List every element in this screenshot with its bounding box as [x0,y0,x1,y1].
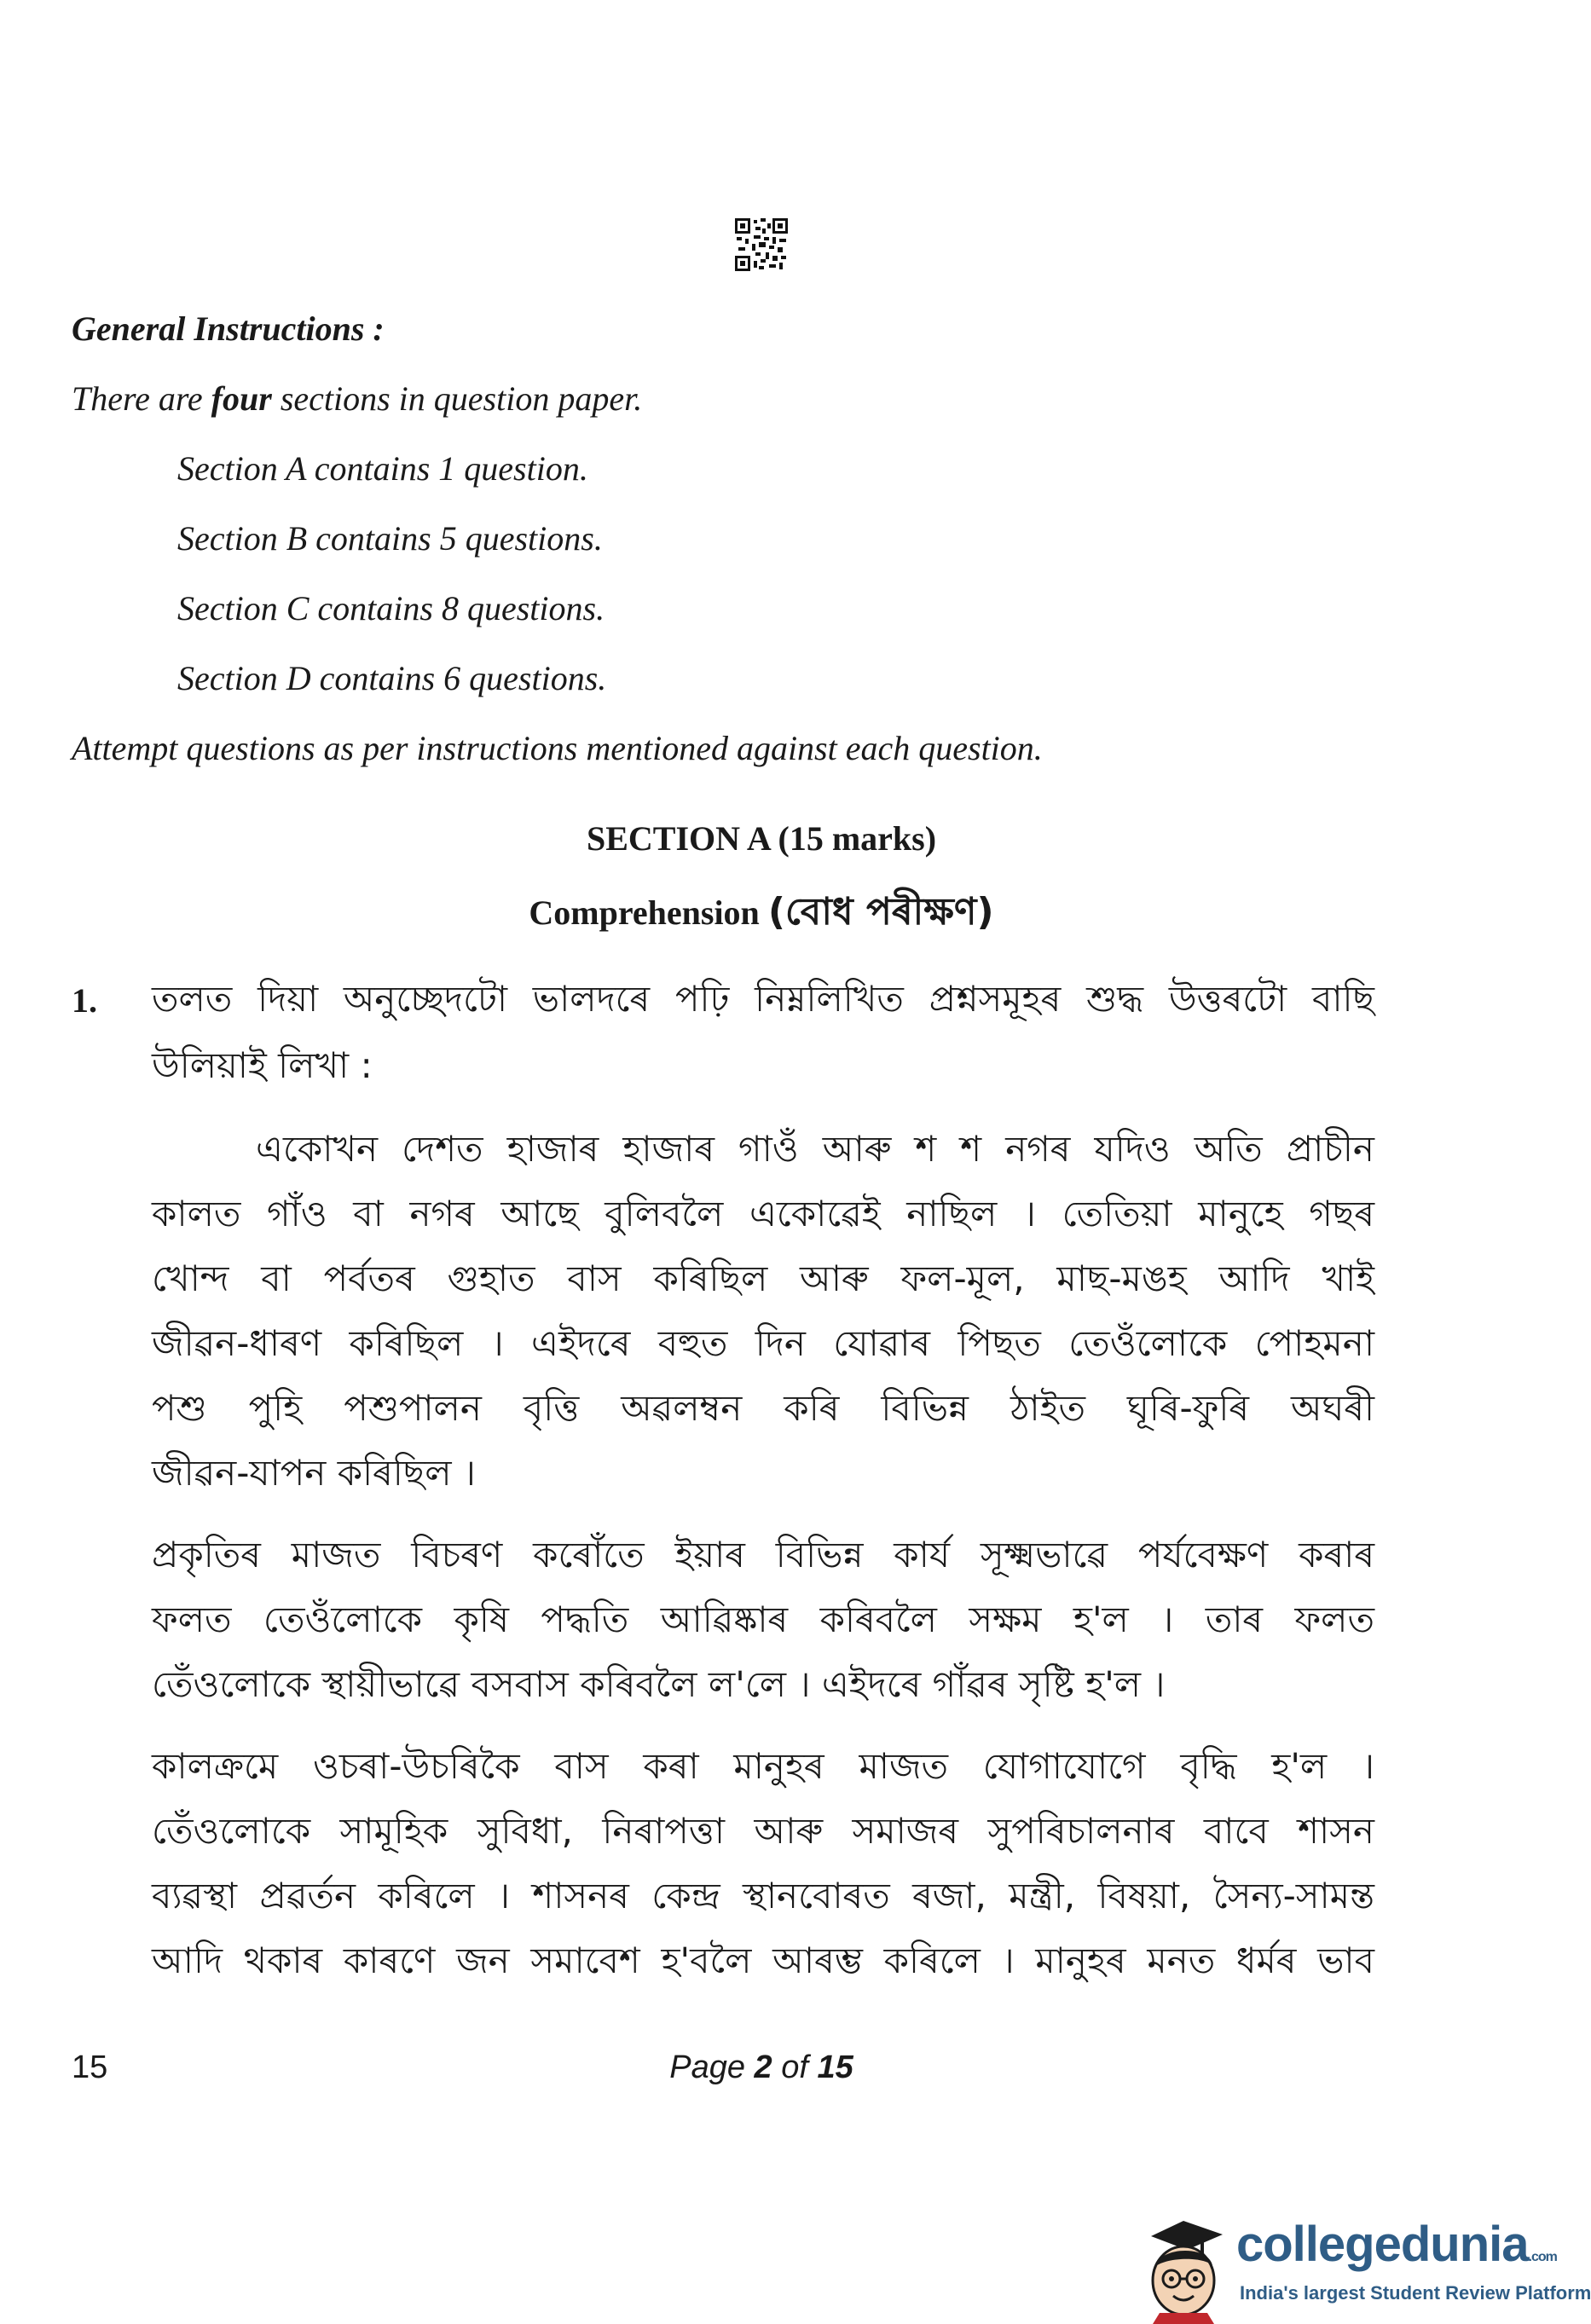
comprehension-heading [0,883,1523,945]
passage-line: ফলত তেওঁলোকে কৃষি পদ্ধতি আৱিষ্কাৰ কৰিবলৈ সক্ষম হ'ল । তাৰ ফলত [152,1598,1374,1640]
passage-line: আদি থকাৰ কাৰণে জন সমাবেশ হ'বলৈ আৰম্ভ কৰিলে । মানুহৰ মনত ধৰ্মৰ ভাব [152,1940,1374,1981]
question-prompt-line: তলত দিয়া অনুচ্ছেদটো ভালদৰে পঢ়ি নিম্নলিখিত প্ৰশ্নসমূহৰ শুদ্ধ উত্তৰটো বাছি [152,978,1374,1020]
logo-brand [1236,2216,1557,2273]
page-total: 15 [817,2049,853,2085]
passage-line: একোখন দেশত হাজাৰ হাজাৰ গাওঁ আৰু শ শ নগৰ যদিও অতি প্ৰাচীন [256,1128,1374,1170]
page-current: 2 [754,2049,772,2085]
page-indicator [0,2049,1523,2086]
passage-line: তেঁওলোকে স্থায়ীভাৱে বসবাস কৰিবলৈ ল'লে । এইদৰে গাঁৱৰ সৃষ্টি হ'ল । [152,1663,1166,1705]
instructions-intro-post: sections in question paper. [271,379,643,418]
question-number: 1. [72,981,97,1020]
instructions-intro-bold: four [211,379,272,418]
logo-suffix: .com [1528,2250,1557,2264]
section-d-instruction: Section D contains 6 questions. [177,659,607,697]
instructions-intro [72,379,642,419]
logo-tagline: India's largest Student Review Platform [1240,2282,1591,2304]
page-prefix: Page [669,2049,755,2085]
section-b-instruction: Section B contains 5 questions. [177,519,603,558]
section-a-instruction: Section A contains 1 question. [177,449,588,488]
passage-line: তেঁওলোকে সামূহিক সুবিধা, নিৰাপত্তা আৰু সমাজৰ সুপৰিচালনাৰ বাবে শাসন [152,1810,1374,1852]
section-c-instruction: Section C contains 8 questions. [177,589,605,627]
collegedunia-logo[interactable] [1134,2204,1591,2324]
question-prompt-line: উলিয়াই লিখা : [152,1044,373,1086]
section-a-heading: SECTION A (15 marks) [586,819,937,858]
paper-code: 15 [72,2049,108,2085]
page-mid: of [772,2049,818,2085]
qr-code-icon [735,218,788,271]
logo-brand-text: collegedunia [1236,2217,1529,2272]
comprehension-heading-as: (বোধ পৰীক্ষণ) [767,890,994,934]
instructions-intro-pre: There are [72,379,211,418]
mascot-icon [1134,2204,1236,2324]
passage-line: কালত গাঁও বা নগৰ আছে বুলিবলৈ একোৱেই নাছিল । তেতিয়া মানুহে গছৰ [152,1193,1374,1234]
passage-line: পশু পুহি পশুপালন বৃত্তি অৱলম্বন কৰি বিভিন্ন ঠাইত ঘূৰি-ফুৰি অঘৰী [152,1387,1374,1429]
passage-line: জীৱন-যাপন কৰিছিল । [152,1452,476,1494]
passage-line: জীৱন-ধাৰণ কৰিছিল । এইদৰে বহুত দিন যোৱাৰ পিছত তেওঁলোকে পোহমনা [152,1322,1374,1364]
passage-line: কালক্ৰমে ওচৰা-উচৰিকৈ বাস কৰা মানুহৰ মাজত যোগাযোগে বৃদ্ধি হ'ল । [152,1745,1374,1787]
comprehension-heading-en: Comprehension [529,893,768,932]
passage-line: প্ৰকৃতিৰ মাজত বিচৰণ কৰোঁতে ইয়াৰ বিভিন্ন কাৰ্য সূক্ষ্মভাৱে পৰ্যবেক্ষণ কৰাৰ [152,1534,1374,1575]
passage-line: ব্যৱস্থা প্ৰৱৰ্তন কৰিলে । শাসনৰ কেন্দ্ৰ স্থানবোৰত ৰজা, মন্ত্ৰী, বিষয়া, সৈন্য-সামন্ত [152,1875,1374,1916]
general-instructions-title: General Instructions : [72,309,385,348]
passage-line: খোন্দ বা পৰ্বতৰ গুহাত বাস কৰিছিল আৰু ফল-মূল, মাছ-মঙহ আদি খাই [152,1257,1374,1299]
attempt-instruction: Attempt questions as per instructions mentioned against each question. [72,729,1043,767]
